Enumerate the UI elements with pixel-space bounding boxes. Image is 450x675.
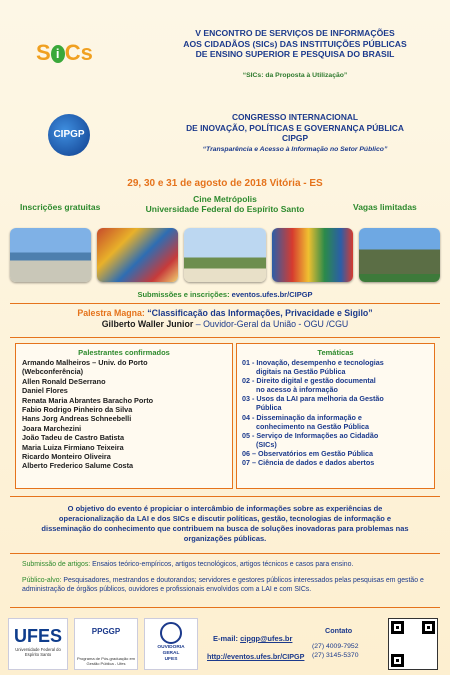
- theme-item: Pública: [242, 403, 282, 413]
- palestra-magna: [0, 308, 450, 330]
- submissions-label: Submissões e inscrições:: [137, 290, 230, 299]
- ufes-caption: Universidade Federal do Espírito Santo: [15, 647, 61, 657]
- theme-item: 04 - Disseminação da informação e: [242, 412, 362, 422]
- theme-item: 05 - Serviço de Informações ao Cidadão: [242, 430, 379, 440]
- email-link[interactable]: cipgp@ufes.br: [240, 634, 293, 643]
- ppggp-caption: Programa de Pós-graduação em Gestão Pública - Ufes: [76, 656, 136, 666]
- theme-item: 06 – Observatórios em Gestão Pública: [242, 448, 374, 458]
- speaker-item: Hans Jorg Andreas Schneebelli: [22, 414, 132, 424]
- submission-info: [22, 560, 432, 569]
- mural-photo: [272, 228, 353, 282]
- speaker-item: Renata Maria Abrantes Baracho Porto: [22, 395, 154, 405]
- email-label: E-mail:: [213, 634, 239, 643]
- speaker-item: Alberto Frederico Salume Costa: [22, 461, 134, 471]
- audience-text: Pesquisadores, mestrandos e doutorandos; servidores e gestores públicos interessados pelas pesquisas em gestão e administração de órgãos públicos, ouvidores e profissionais envolvidos com a LAI e com SICs.: [22, 577, 424, 593]
- submissions-link[interactable]: eventos.ufes.br/CIPGP: [231, 290, 313, 299]
- contact-label: Contato: [325, 626, 353, 635]
- qr-finder-icon: [391, 621, 404, 634]
- palestra-label: Palestra Magna:: [77, 308, 145, 318]
- palestra-title: “Classificação das Informações, Privacidade e Sigilo”: [147, 308, 373, 318]
- qr-code[interactable]: [388, 618, 438, 670]
- speakers-list: [16, 358, 232, 471]
- footer: [0, 612, 450, 675]
- encontro-title: [155, 28, 435, 60]
- theme-item: 03 - Usos da LAI para melhoria da Gestão: [242, 394, 384, 404]
- ppggp-logo[interactable]: [74, 618, 138, 670]
- themes-list: [237, 358, 434, 467]
- themes-box: [236, 343, 435, 489]
- free-registration: Inscrições gratuitas: [20, 202, 101, 212]
- venue-line: Universidade Federal do Espírito Santo: [145, 204, 305, 214]
- qr-finder-icon: [391, 654, 404, 667]
- encontro-subtitle: “SICs: da Proposta à Utilização”: [242, 72, 348, 79]
- ouvidoria-logo[interactable]: [144, 618, 198, 670]
- email-line: [213, 634, 292, 643]
- speakers-box: [15, 343, 233, 489]
- speaker-item: Fabio Rodrigo Pinheiro da Silva: [22, 405, 133, 415]
- ouvidoria-line: GERAL: [162, 651, 180, 656]
- palestra-role: – Ouvidor-Geral da União - OGU /CGU: [193, 319, 349, 329]
- audience-label: Público-alvo:: [22, 577, 62, 584]
- divider: [10, 337, 440, 338]
- ufes-logo[interactable]: [8, 618, 68, 670]
- speakers-heading: Palestrantes confirmados: [78, 348, 170, 357]
- submission-text: Ensaios teórico-empíricos, artigos tecnológicos, artigos técnicos e casos para ensino.: [90, 561, 354, 568]
- encontro-title-line: DE ENSINO SUPERIOR E PESQUISA DO BRASIL: [195, 49, 395, 59]
- event-url-link[interactable]: http://eventos.ufes.br/CIPGP: [207, 652, 305, 661]
- speaker-item: Ricardo Monteiro Oliveira: [22, 452, 111, 462]
- phone-number: (27) 3145-5370: [312, 652, 359, 659]
- congresso-title-line: CONGRESSO INTERNACIONAL: [231, 112, 359, 122]
- speaker-item: Allen Ronald DeSerrano: [22, 376, 106, 386]
- ufes-logo-text: UFES: [13, 626, 62, 646]
- qr-finder-icon: [422, 621, 435, 634]
- audience-info: [22, 576, 432, 594]
- theme-item: digitais na Gestão Pública: [242, 367, 346, 377]
- mountain-photo: [359, 228, 440, 282]
- theme-item: 02 - Direito digital e gestão documental: [242, 376, 376, 386]
- congresso-title: [150, 112, 440, 144]
- palestra-speaker: Gilberto Waller Junior: [101, 319, 194, 329]
- speaker-item: Maria Luiza Firmiano Teixeira: [22, 442, 124, 452]
- divider: [10, 607, 440, 608]
- speaker-item: João Tadeu de Castro Batista: [22, 433, 125, 443]
- encontro-title-line: V ENCONTRO DE SERVIÇOS DE INFORMAÇÕES: [195, 28, 395, 38]
- divider: [10, 303, 440, 304]
- convent-photo: [184, 228, 265, 282]
- limited-spots: Vagas limitadas: [353, 202, 417, 212]
- ouvidoria-line: OUVIDORIA: [157, 645, 185, 650]
- congresso-title-line: CIPGP: [281, 133, 309, 143]
- themes-heading: Temáticas: [317, 348, 354, 357]
- divider: [10, 496, 440, 497]
- event-date: 29, 30 e 31 de agosto de 2018 Vitória - ES: [127, 178, 323, 189]
- sics-logo: S i Cs: [36, 40, 93, 65]
- divider: [10, 553, 440, 554]
- theme-item: 01 - Inovação, desempenho e tecnologias: [242, 358, 384, 367]
- congresso-title-line: DE INOVAÇÃO, POLÍTICAS E GOVERNANÇA PÚBLICA: [186, 122, 404, 133]
- ppggp-logo-text: PPGGP: [91, 627, 121, 636]
- congresso-subtitle: “Transparência e Acesso à Informação no Setor Público”: [202, 146, 388, 153]
- encontro-header: [0, 28, 450, 98]
- artwork-photo: [97, 228, 178, 282]
- theme-item: conhecimento na Gestão Pública: [242, 421, 370, 431]
- theme-item: (SICs): [242, 439, 277, 449]
- submissions-line: [0, 290, 450, 299]
- photo-strip: [10, 228, 440, 282]
- ouvidoria-circle-icon: [160, 622, 182, 644]
- submission-label: Submissão de artigos:: [22, 561, 91, 568]
- bridge-photo: [10, 228, 91, 282]
- event-objective: O objetivo do evento é propiciar o intercâmbio de informações sobre as experiências de operacionalização da LAI e dos SICs e discutir políticas, gestão, tecnologias de informação e disseminação do conhecimento que contribuem na busca de soluções inovadoras para problemas nas organizações públicas.: [41, 504, 409, 543]
- venue-line: Cine Metrópolis: [193, 194, 257, 204]
- congresso-header: [0, 108, 450, 168]
- phone-number: (27) 4009-7952: [312, 643, 359, 650]
- ouvidoria-line: UFES: [164, 657, 178, 662]
- speaker-item: (Webconferência): [22, 367, 84, 377]
- speaker-item: Joara Marchezini: [22, 423, 82, 433]
- cipgp-logo: CIPGP: [48, 114, 90, 156]
- theme-item: 07 – Ciência de dados e dados abertos: [242, 458, 375, 468]
- encontro-title-line: AOS CIDADÃOS (SICs) DAS INSTITUIÇÕES PÚBLICAS: [183, 38, 407, 49]
- speaker-item: Armando Malheiros – Univ. do Porto: [22, 358, 148, 367]
- speaker-item: Daniel Flores: [22, 386, 68, 396]
- theme-item: no acesso à informação: [242, 385, 338, 395]
